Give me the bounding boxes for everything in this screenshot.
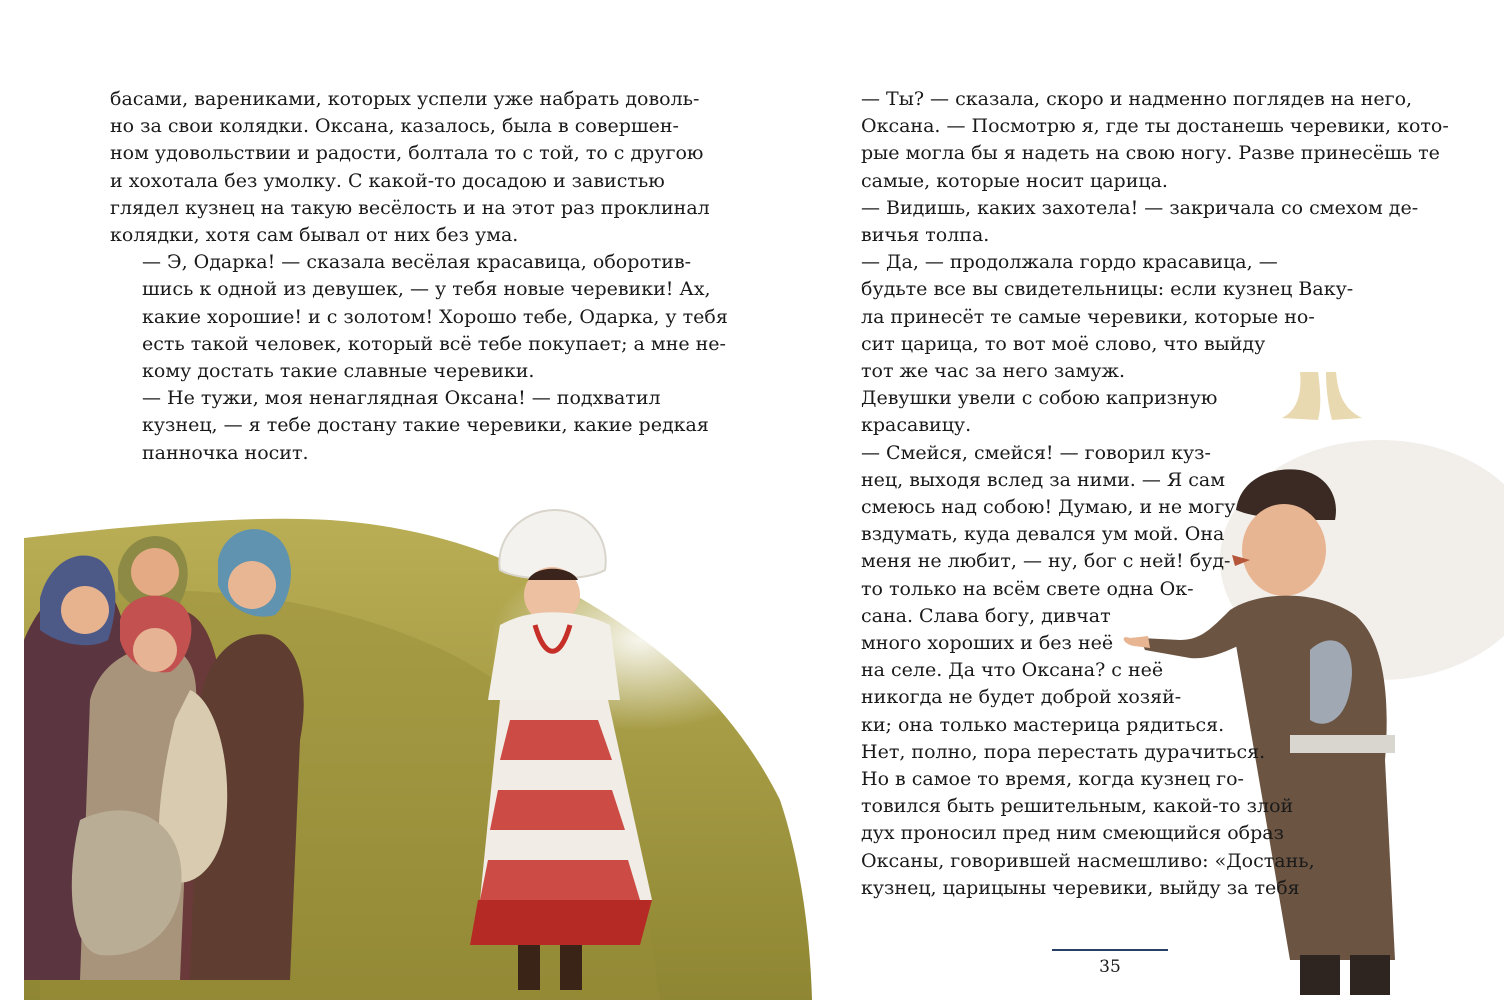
text-line: ла принесёт те самые черевики, которые но- — [861, 305, 1315, 328]
text-line: Оксана. — Посмотрю я, где ты достанешь черевики, кото- — [861, 115, 1449, 138]
paragraph — [829, 385, 1397, 439]
text-line: Оксаны, говорившей насмешливо: «Достань, — [861, 849, 1315, 872]
text-line: то только на всём свете одна Ок- — [861, 577, 1194, 600]
text-line: шись к одной из девушек, — у тебя новые черевики! Ах, — [142, 278, 711, 301]
text-line: сана. Слава богу, дивчат — [861, 604, 1111, 627]
text-line: будьте все вы свидетельницы: если кузнец Ваку- — [861, 278, 1354, 301]
text-line: — Не тужи, моя ненаглядная Оксана! — подхватил — [142, 387, 661, 410]
paragraph — [829, 86, 1449, 195]
text-line: красавицу. — [861, 414, 972, 437]
text-line: сит царица, то вот моё слово, что выйду — [861, 332, 1266, 355]
text-line: смеюсь над собою! Думаю, и не могу — [861, 496, 1236, 519]
text-line: панночка носит. — [142, 441, 309, 464]
text-line: Нет, полно, пора перестать дурачиться. — [861, 740, 1266, 763]
text-line: колядки, хотя сам бывал от них без ума. — [110, 224, 519, 247]
text-line: — Видишь, каких захотела! — закричала со смехом де- — [861, 196, 1419, 219]
paragraph — [829, 195, 1419, 249]
paragraph — [110, 385, 709, 467]
text-line: Но в самое то время, когда кузнец го- — [861, 768, 1244, 791]
text-line: но за свои колядки. Оксана, казалось, была в совершен- — [110, 115, 679, 138]
text-line: — Да, — продолжала гордо красавица, — — [861, 251, 1278, 274]
text-line: рые могла бы я надеть на свою ногу. Разве принесёшь те — [861, 142, 1440, 165]
text-line: на селе. Да что Оксана? с неё — [861, 659, 1164, 682]
text-line: вичья толпа. — [861, 224, 990, 247]
text-line: много хороших и без неё — [861, 632, 1114, 655]
left-page-text — [110, 86, 728, 467]
text-line: кузнец, — я тебе достану такие черевики, какие редкая — [142, 414, 709, 437]
right-page-text — [829, 86, 1449, 902]
text-line: товился быть решительным, какой-то злой — [861, 795, 1294, 818]
paragraph — [829, 766, 1397, 902]
paragraph — [110, 249, 728, 385]
text-line: есть такой человек, который всё тебе покупает; а мне не- — [142, 332, 726, 355]
text-line: — Смейся, смейся! — говорил куз- — [861, 441, 1211, 464]
paragraph — [829, 440, 1397, 766]
text-line: кому достать такие славные черевики. — [142, 360, 535, 383]
text-line: тот же час за него замуж. — [861, 360, 1126, 383]
laughing-girls — [24, 529, 304, 980]
page-number-rule — [1052, 949, 1168, 951]
paragraph — [110, 86, 710, 249]
text-line: вздумать, куда девался ум мой. Она — [861, 523, 1225, 546]
text-line: какие хорошие! и с золотом! Хорошо тебе, Одарка, у тебя — [142, 305, 728, 328]
text-line: и хохотала без умолку. С какой-то досадою и завистью — [110, 169, 665, 192]
paragraph — [829, 249, 1397, 385]
text-line: — Э, Одарка! — сказала весёлая красавица, оборотив- — [142, 251, 692, 274]
text-line: Девушки увели с собою капризную — [861, 387, 1218, 410]
text-line: басами, варениками, которых успели уже набрать доволь- — [110, 88, 700, 110]
page-number: 35 — [1099, 957, 1121, 977]
text-line: самые, которые носит царица. — [861, 169, 1168, 192]
text-line: кузнец, царицыны черевики, выйду за тебя — [861, 876, 1300, 899]
text-line: дух проносил пред ним смеющийся образ — [861, 822, 1284, 845]
text-line: — Ты? — сказала, скоро и надменно поглядев на него, — [861, 88, 1413, 110]
text-line: меня не любит, — ну, бог с ней! буд- — [861, 550, 1231, 573]
text-line: глядел кузнец на такую весёлость и на этот раз проклинал — [110, 196, 710, 219]
text-line: нец, выходя вслед за ними. — Я сам — [861, 468, 1226, 491]
text-line: ном удовольствии и радости, болтала то с той, то с другою — [110, 142, 704, 165]
text-line: никогда не будет доброй хозяй- — [861, 686, 1182, 709]
text-line: ки; она только мастерица рядиться. — [861, 713, 1225, 736]
